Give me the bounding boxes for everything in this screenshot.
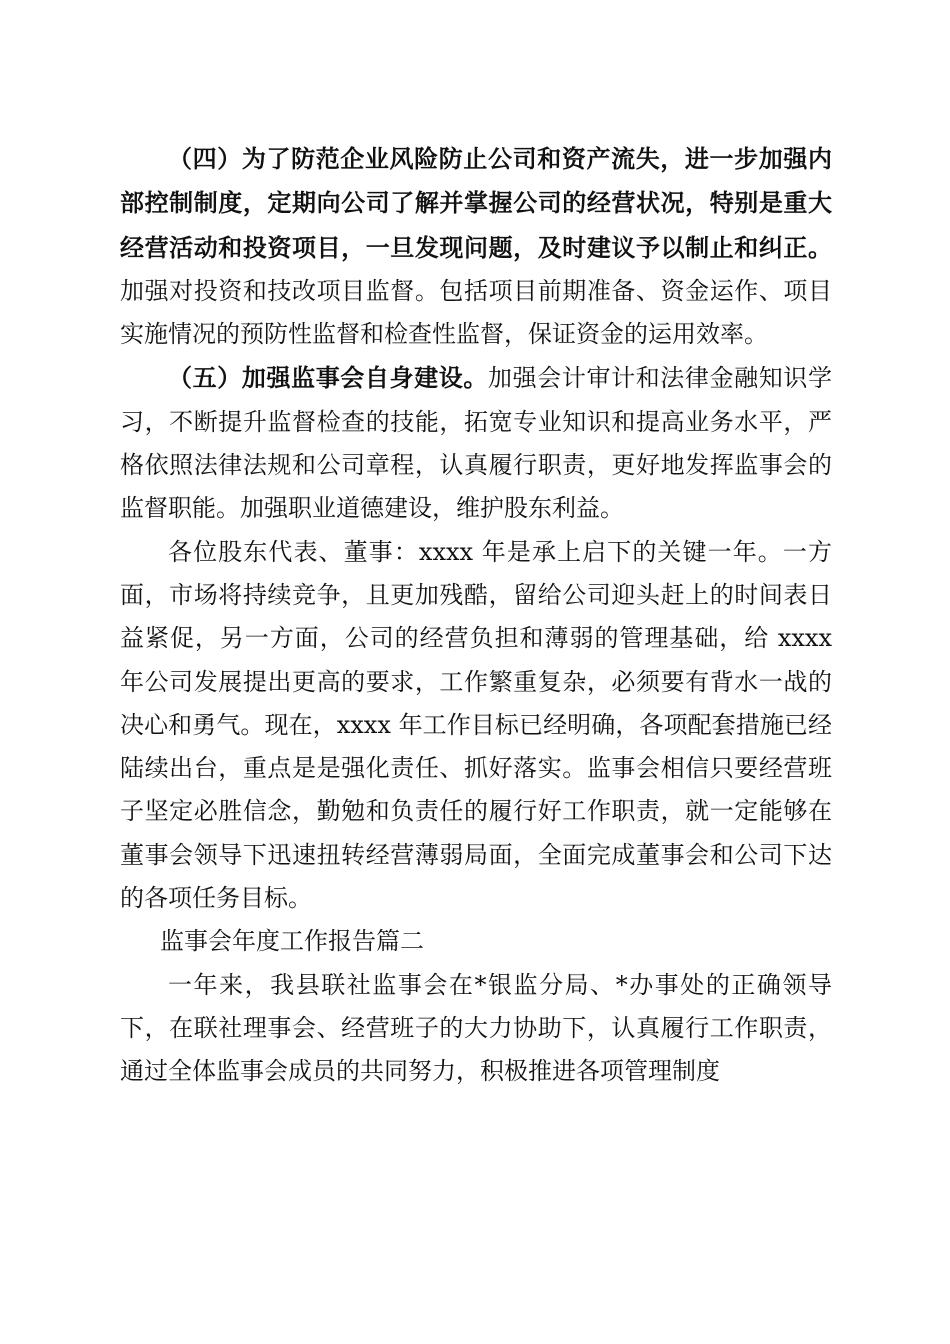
paragraph-section-five (120, 356, 832, 530)
document-body (120, 137, 832, 1094)
paragraph-closing-remarks: 各位股东代表、董事：xxxx 年是承上启下的关键一年。一方面，市场将持续竞争，且更加残酷，留给公司迎头赶上的时间表日益紧促，另一方面，公司的经营负担和薄弱的管理基础，给 xxxx 年公司发展提出更高的要求，工作繁重复杂，必须要有背水一战的决心和勇气。现在，xxxx 年工作目标已经明确，各项配套措施已经陆续出台，重点是是强化责任、抓好落实。监事会相信只要经营班子坚定必胜信念，勤勉和负责任的履行好工作职责，就一定能够在董事会领导下迅速扭转经营薄弱局面，全面完成董事会和公司下达的各项任务目标。 (120, 537, 832, 913)
paragraph-report-intro: 一年来，我县联社监事会在*银监分局、*办事处的正确领导下，在联社理事会、经营班子的大力协助下，认真履行工作职责，通过全体监事会成员的共同努力，积极推进各项管理制度 (120, 970, 832, 1086)
paragraph-lead: （五）加强监事会自身建设。 (168, 363, 488, 393)
paragraph-body: 加强对投资和技改项目监督。包括项目前期准备、资金运作、项目实施情况的预防性监督和检查性监督，保证资金的运用效率。 (120, 276, 832, 349)
paragraph-section-four (120, 137, 832, 356)
paragraph-lead: （四）为了防范企业风险防止公司和资产流失，进一步加强内部控制制度，定期向公司了解并掌握公司的经营状况，特别是重大经营活动和投资项目，一旦发现问题，及时建议予以制止和纠正。 (120, 144, 832, 262)
paragraph-body: 加强会计审计和法律金融知识学习，不断提升监督检查的技能，拓宽专业知识和提高业务水平，严格依照法律法规和公司章程，认真履行职责，更好地发挥监事会的监督职能。加强职业道德建设，维护股东利益。 (120, 364, 832, 523)
section-heading: 监事会年度工作报告篇二 (160, 927, 424, 956)
